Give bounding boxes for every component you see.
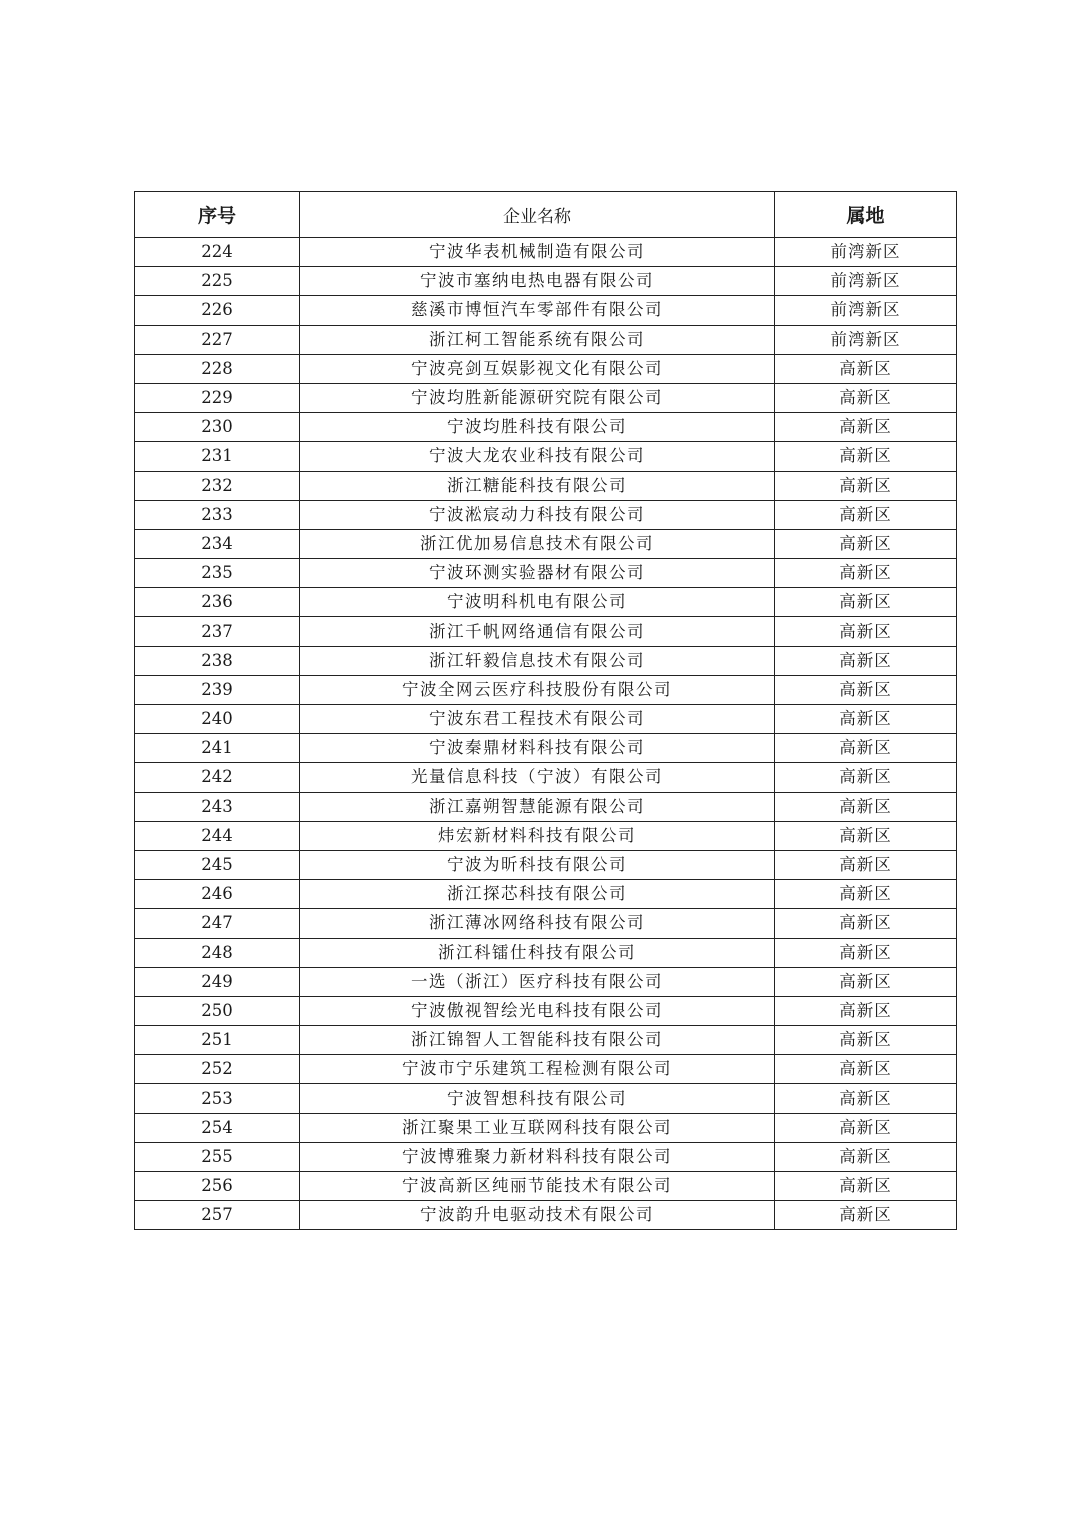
row-seq: 236: [135, 588, 300, 617]
table-row: [135, 909, 957, 938]
table-row: [135, 238, 957, 267]
table-row: [135, 1026, 957, 1055]
row-location: 高新区: [775, 529, 957, 558]
table-row: [135, 442, 957, 471]
row-location: 高新区: [775, 1201, 957, 1230]
header-location: 属地: [775, 192, 957, 238]
row-seq: 225: [135, 267, 300, 296]
row-seq: 241: [135, 734, 300, 763]
row-location: 前湾新区: [775, 325, 957, 354]
row-seq: 242: [135, 763, 300, 792]
row-location: 高新区: [775, 1084, 957, 1113]
table-row: [135, 763, 957, 792]
row-seq: 250: [135, 996, 300, 1025]
row-location: 高新区: [775, 967, 957, 996]
row-seq: 256: [135, 1172, 300, 1201]
row-seq: 247: [135, 909, 300, 938]
row-seq: 253: [135, 1084, 300, 1113]
row-company-name: 慈溪市博恒汽车零部件有限公司: [300, 296, 775, 325]
table-row: [135, 938, 957, 967]
row-seq: 239: [135, 675, 300, 704]
row-company-name: 宁波为昕科技有限公司: [300, 850, 775, 879]
row-location: 高新区: [775, 442, 957, 471]
row-seq: 255: [135, 1142, 300, 1171]
row-location: 高新区: [775, 938, 957, 967]
row-company-name: 宁波全网云医疗科技股份有限公司: [300, 675, 775, 704]
row-seq: 230: [135, 413, 300, 442]
row-company-name: 宁波均胜科技有限公司: [300, 413, 775, 442]
table-row: [135, 1113, 957, 1142]
row-seq: 229: [135, 383, 300, 412]
table-row: [135, 967, 957, 996]
row-location: 前湾新区: [775, 267, 957, 296]
row-seq: 244: [135, 821, 300, 850]
row-seq: 237: [135, 617, 300, 646]
row-location: 高新区: [775, 1113, 957, 1142]
row-company-name: 宁波市宁乐建筑工程检测有限公司: [300, 1055, 775, 1084]
table-row: [135, 675, 957, 704]
row-location: 高新区: [775, 383, 957, 412]
table-row: [135, 296, 957, 325]
row-seq: 254: [135, 1113, 300, 1142]
table-row: [135, 1142, 957, 1171]
row-seq: 227: [135, 325, 300, 354]
row-company-name: 浙江聚果工业互联网科技有限公司: [300, 1113, 775, 1142]
row-location: 高新区: [775, 705, 957, 734]
row-location: 高新区: [775, 500, 957, 529]
row-seq: 249: [135, 967, 300, 996]
row-seq: 238: [135, 646, 300, 675]
row-company-name: 宁波亮剑互娱影视文化有限公司: [300, 354, 775, 383]
row-seq: 243: [135, 792, 300, 821]
row-company-name: 炜宏新材料科技有限公司: [300, 821, 775, 850]
row-company-name: 一选（浙江）医疗科技有限公司: [300, 967, 775, 996]
row-seq: 233: [135, 500, 300, 529]
table-row: [135, 471, 957, 500]
row-company-name: 宁波傲视智绘光电科技有限公司: [300, 996, 775, 1025]
row-company-name: 浙江薄冰网络科技有限公司: [300, 909, 775, 938]
row-seq: 252: [135, 1055, 300, 1084]
table-row: [135, 267, 957, 296]
row-company-name: 宁波东君工程技术有限公司: [300, 705, 775, 734]
row-location: 高新区: [775, 763, 957, 792]
table-row: [135, 588, 957, 617]
table-row: [135, 1172, 957, 1201]
header-seq: 序号: [135, 192, 300, 238]
table-row: [135, 996, 957, 1025]
row-company-name: 宁波大龙农业科技有限公司: [300, 442, 775, 471]
row-company-name: 宁波高新区纯丽节能技术有限公司: [300, 1172, 775, 1201]
row-seq: 232: [135, 471, 300, 500]
table-row: [135, 792, 957, 821]
row-company-name: 宁波明科机电有限公司: [300, 588, 775, 617]
row-seq: 226: [135, 296, 300, 325]
table-body: [135, 238, 957, 1230]
row-location: 高新区: [775, 559, 957, 588]
row-company-name: 浙江嘉朔智慧能源有限公司: [300, 792, 775, 821]
table-row: [135, 413, 957, 442]
row-location: 高新区: [775, 617, 957, 646]
row-seq: 257: [135, 1201, 300, 1230]
table-row: [135, 383, 957, 412]
row-company-name: 浙江千帆网络通信有限公司: [300, 617, 775, 646]
row-location: 前湾新区: [775, 238, 957, 267]
row-location: 高新区: [775, 1142, 957, 1171]
row-location: 高新区: [775, 1026, 957, 1055]
row-company-name: 浙江科镭仕科技有限公司: [300, 938, 775, 967]
row-company-name: 宁波华表机械制造有限公司: [300, 238, 775, 267]
header-row: [135, 192, 957, 238]
row-location: 高新区: [775, 850, 957, 879]
row-seq: 234: [135, 529, 300, 558]
row-location: 高新区: [775, 734, 957, 763]
row-seq: 224: [135, 238, 300, 267]
row-seq: 246: [135, 880, 300, 909]
row-location: 高新区: [775, 646, 957, 675]
row-company-name: 宁波均胜新能源研究院有限公司: [300, 383, 775, 412]
table-row: [135, 325, 957, 354]
row-location: 高新区: [775, 792, 957, 821]
table-row: [135, 1055, 957, 1084]
row-location: 高新区: [775, 821, 957, 850]
table-row: [135, 880, 957, 909]
row-company-name: 浙江锦智人工智能科技有限公司: [300, 1026, 775, 1055]
row-location: 高新区: [775, 996, 957, 1025]
table-row: [135, 500, 957, 529]
row-company-name: 宁波环测实验器材有限公司: [300, 559, 775, 588]
table-row: [135, 705, 957, 734]
row-company-name: 宁波智想科技有限公司: [300, 1084, 775, 1113]
table-row: [135, 1201, 957, 1230]
table-row: [135, 734, 957, 763]
row-company-name: 宁波博雅聚力新材料科技有限公司: [300, 1142, 775, 1171]
row-location: 高新区: [775, 909, 957, 938]
row-location: 高新区: [775, 354, 957, 383]
row-seq: 231: [135, 442, 300, 471]
row-location: 高新区: [775, 588, 957, 617]
table-row: [135, 559, 957, 588]
row-company-name: 宁波淞宸动力科技有限公司: [300, 500, 775, 529]
row-seq: 240: [135, 705, 300, 734]
row-location: 前湾新区: [775, 296, 957, 325]
table-row: [135, 646, 957, 675]
row-company-name: 浙江探芯科技有限公司: [300, 880, 775, 909]
row-company-name: 浙江糖能科技有限公司: [300, 471, 775, 500]
row-seq: 251: [135, 1026, 300, 1055]
row-company-name: 宁波市塞纳电热电器有限公司: [300, 267, 775, 296]
row-company-name: 光量信息科技（宁波）有限公司: [300, 763, 775, 792]
row-location: 高新区: [775, 675, 957, 704]
table-row: [135, 354, 957, 383]
row-location: 高新区: [775, 413, 957, 442]
company-list-table: [134, 191, 957, 1230]
row-company-name: 宁波秦鼎材料科技有限公司: [300, 734, 775, 763]
table-row: [135, 850, 957, 879]
row-seq: 245: [135, 850, 300, 879]
row-location: 高新区: [775, 1055, 957, 1084]
row-location: 高新区: [775, 880, 957, 909]
row-company-name: 宁波韵升电驱动技术有限公司: [300, 1201, 775, 1230]
row-seq: 235: [135, 559, 300, 588]
row-company-name: 浙江轩毅信息技术有限公司: [300, 646, 775, 675]
table-row: [135, 1084, 957, 1113]
row-location: 高新区: [775, 471, 957, 500]
row-seq: 228: [135, 354, 300, 383]
table-header: [135, 192, 957, 238]
table-row: [135, 529, 957, 558]
header-company-name: 企业名称: [300, 192, 775, 238]
row-location: 高新区: [775, 1172, 957, 1201]
row-company-name: 浙江优加易信息技术有限公司: [300, 529, 775, 558]
table-row: [135, 617, 957, 646]
row-seq: 248: [135, 938, 300, 967]
row-company-name: 浙江柯工智能系统有限公司: [300, 325, 775, 354]
table-row: [135, 821, 957, 850]
